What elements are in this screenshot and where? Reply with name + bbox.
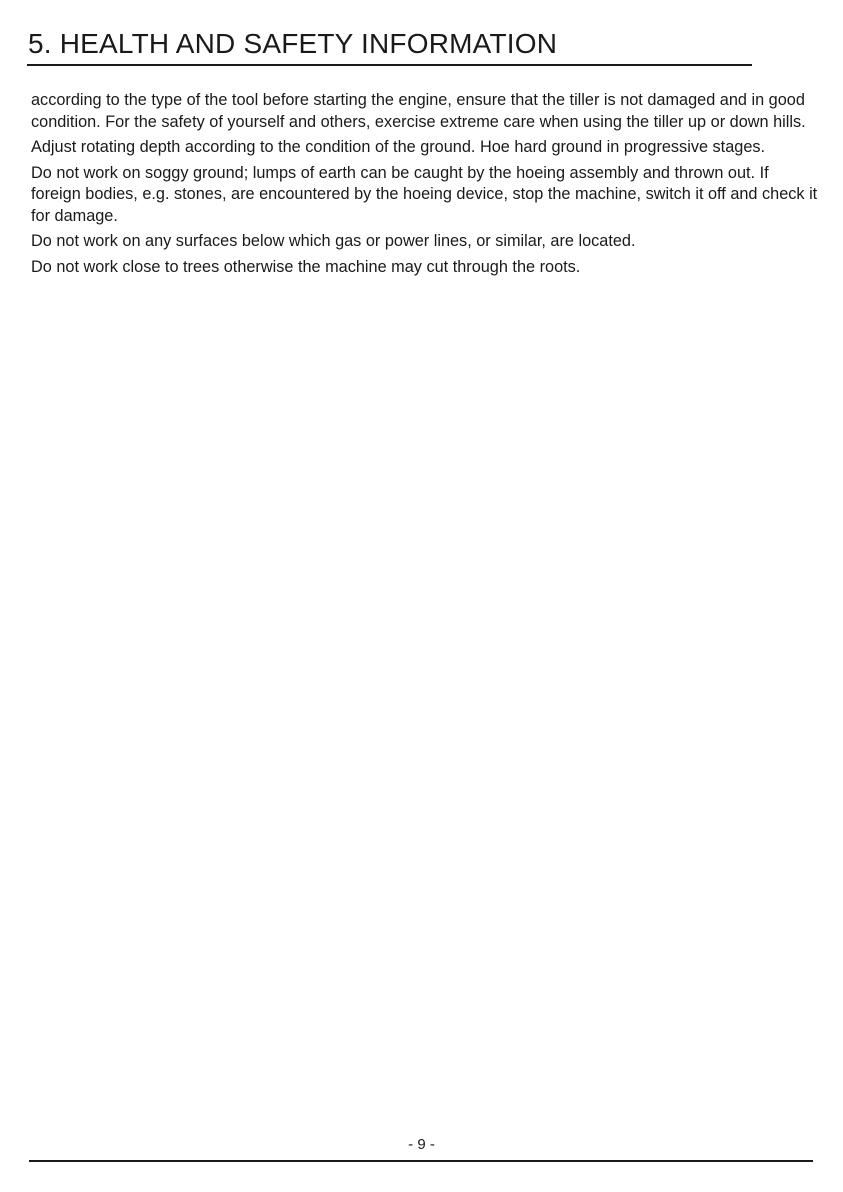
title-divider	[27, 64, 752, 66]
footer-divider	[29, 1160, 813, 1162]
page-title: 5. HEALTH AND SAFETY INFORMATION	[28, 28, 558, 59]
paragraph-tool-inspection: according to the type of the tool before starting the engine, ensure that the tiller is not damaged and in good condition. For the safety of yourself and others, exercise extreme care when using the tiller up or down hills.	[31, 91, 806, 131]
paragraph-rotating-depth: Adjust rotating depth according to the condition of the ground. Hoe hard ground in progressive stages.	[31, 138, 766, 156]
paragraph-gas-power-lines: Do not work on any surfaces below which gas or power lines, or similar, are located.	[31, 232, 636, 250]
page-number: - 9 -	[408, 1136, 435, 1153]
paragraph-soggy-ground: Do not work on soggy ground; lumps of earth can be caught by the hoeing assembly and thrown out. If foreign bodies, e.g. stones, are encountered by the hoeing device, stop the machine, switch it off and check it for damage.	[31, 163, 818, 225]
body-text	[31, 90, 821, 282]
paragraph-trees-roots: Do not work close to trees otherwise the machine may cut through the roots.	[31, 257, 581, 276]
